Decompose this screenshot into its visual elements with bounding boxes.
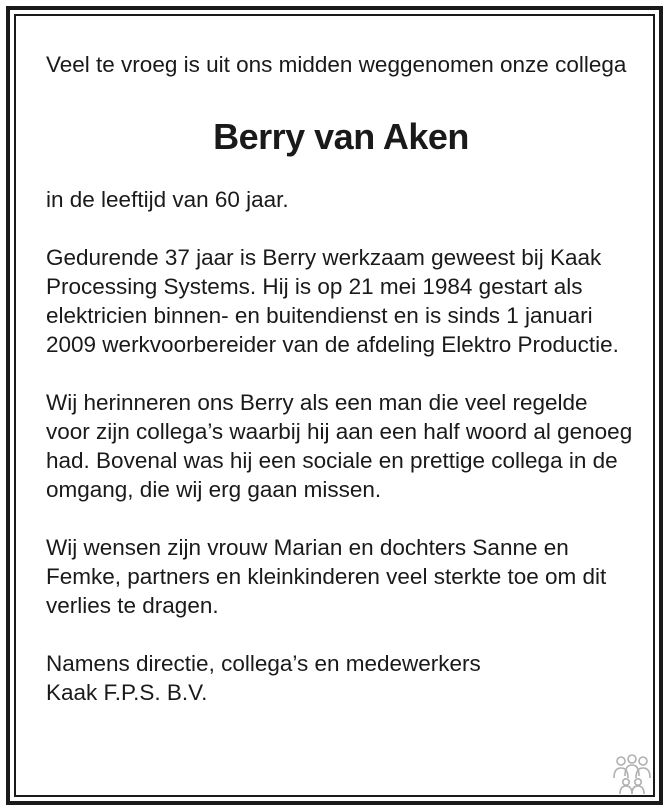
- signature-line: Namens directie, collega’s en medewerkers: [46, 651, 481, 676]
- obituary-notice: [46, 50, 636, 707]
- intro-text: Veel te vroeg is uit ons midden weggenomen onze collega: [46, 52, 627, 77]
- remembrance-paragraph: Wij herinneren ons Berry als een man die veel regelde voor zijn collega’s waarbij hij aan een half woord al genoeg had. Bovenal was hij een sociale en prettige collega in de omgang, die wij erg gaan missen.: [46, 390, 633, 502]
- career-paragraph: Gedurende 37 jaar is Berry werkzaam geweest bij Kaak Processing Systems. Hij is op 21 mei 1984 gestart als elektricien binnen- en buitendienst en is sinds 1 januari 2009 werkvoorbereider van de afdeling Elektro Productie.: [46, 245, 619, 357]
- company-signature: Kaak F.P.S. B.V.: [46, 680, 208, 705]
- people-group-icon: [610, 752, 654, 796]
- condolence-paragraph: Wij wensen zijn vrouw Marian en dochters Sanne en Femke, partners en kleinkinderen veel sterkte toe om dit verlies te dragen.: [46, 535, 607, 618]
- age-text: in de leeftijd van 60 jaar.: [46, 187, 289, 212]
- deceased-name: Berry van Aken: [213, 116, 469, 157]
